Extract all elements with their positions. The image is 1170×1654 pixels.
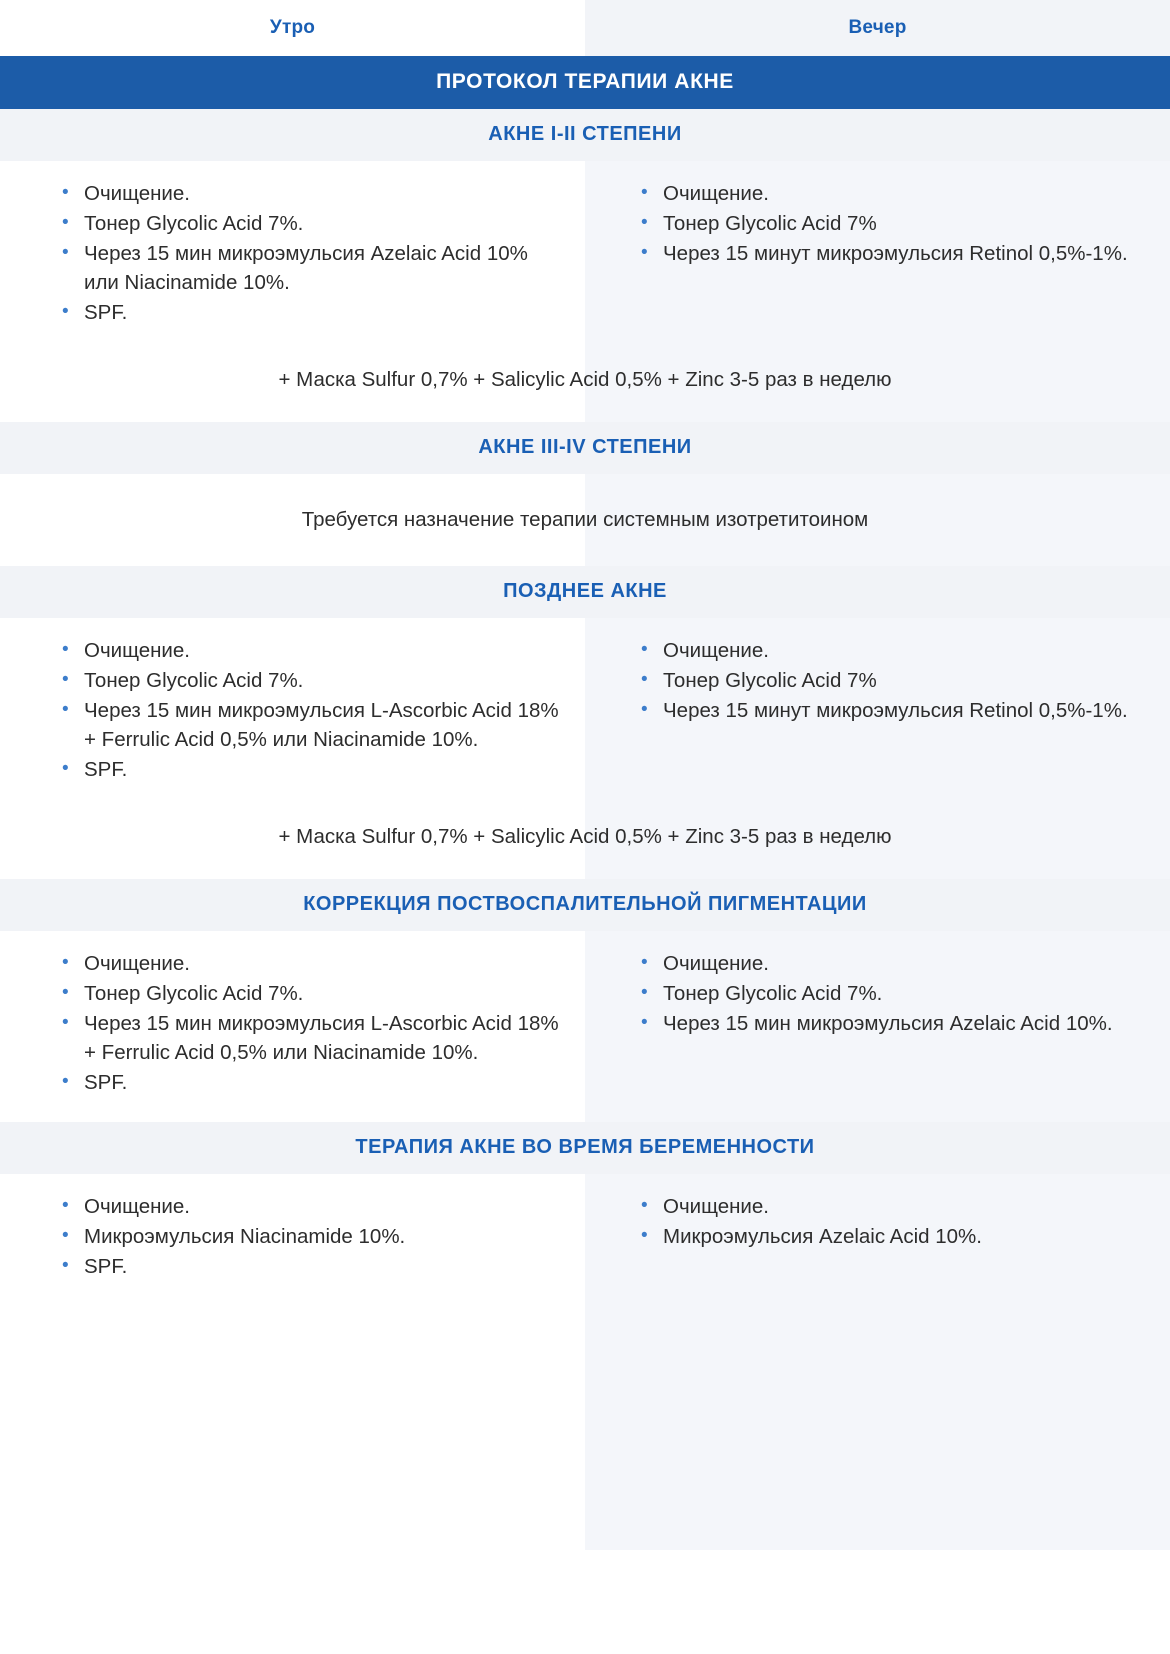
- section-body-late-acne: [0, 618, 1170, 795]
- page-title: ПРОТОКОЛ ТЕРАПИИ АКНЕ: [0, 56, 1170, 109]
- list-item: • Очищение.: [641, 179, 1144, 208]
- spacer-evening: [585, 1108, 1170, 1122]
- list-item: • Микроэмульсия Azelaic Acid 10%.: [641, 1222, 1144, 1251]
- list-item: • Тонер Glycolic Acid 7%.: [62, 209, 559, 238]
- list-item: • Очищение.: [62, 1192, 559, 1221]
- section-body-pregnancy: [0, 1174, 1170, 1300]
- morning-column-late-acne: [0, 618, 585, 795]
- list-item: • Через 15 минут микроэмульсия Retinol 0,5%-1%.: [641, 696, 1144, 725]
- morning-column-acne-1-2: [0, 161, 585, 338]
- list-item: • Через 15 мин микроэмульсия Azelaic Acid 10% или Niacinamide 10%.: [62, 239, 559, 297]
- footnote-band-late-acne: [0, 795, 1170, 879]
- morning-column-pregnancy: [0, 1174, 585, 1300]
- section-title-pregnancy: ТЕРАПИЯ АКНЕ ВО ВРЕМЯ БЕРЕМЕННОСТИ: [0, 1122, 1170, 1174]
- list-item: • Через 15 мин микроэмульсия L-Ascorbic Acid 18% + Ferrulic Acid 0,5% или Niacinamide 10%.: [62, 1009, 559, 1067]
- section-title-late-acne: ПОЗДНЕЕ АКНЕ: [0, 566, 1170, 618]
- column-header-morning: Утро: [0, 0, 585, 56]
- list-item: • Тонер Glycolic Acid 7%: [641, 666, 1144, 695]
- section-title-pigmentation: КОРРЕКЦИЯ ПОСТВОСПАЛИТЕЛЬНОЙ ПИГМЕНТАЦИИ: [0, 879, 1170, 931]
- evening-steps-list: [641, 636, 1144, 725]
- list-item: • Тонер Glycolic Acid 7%.: [62, 979, 559, 1008]
- list-item: • Тонер Glycolic Acid 7%.: [641, 979, 1144, 1008]
- morning-steps-list: [62, 636, 559, 784]
- section-title-acne-1-2: АКНЕ I-II СТЕПЕНИ: [0, 109, 1170, 161]
- morning-steps-list: [62, 179, 559, 327]
- evening-column-acne-1-2: [585, 161, 1170, 338]
- evening-steps-list: [641, 1192, 1144, 1251]
- list-item: • Тонер Glycolic Acid 7%: [641, 209, 1144, 238]
- list-item: • Очищение.: [62, 179, 559, 208]
- evening-steps-list: [641, 179, 1144, 268]
- list-item: • Очищение.: [641, 949, 1144, 978]
- list-item: • Микроэмульсия Niacinamide 10%.: [62, 1222, 559, 1251]
- spacer-morning: [0, 1108, 585, 1122]
- filler-evening: [585, 1300, 1170, 1550]
- section-body-pigmentation: [0, 931, 1170, 1108]
- spacer-after-pigmentation: [0, 1108, 1170, 1122]
- evening-column-late-acne: [585, 618, 1170, 795]
- morning-steps-list: [62, 949, 559, 1097]
- footnote-band-acne-1-2: [0, 338, 1170, 422]
- list-item: • Через 15 мин микроэмульсия L-Ascorbic Acid 18% + Ferrulic Acid 0,5% или Niacinamide 10%.: [62, 696, 559, 754]
- list-item: • Очищение.: [62, 636, 559, 665]
- list-item: • Очищение.: [641, 1192, 1144, 1221]
- evening-column-pregnancy: [585, 1174, 1170, 1300]
- list-item: • SPF.: [62, 755, 559, 784]
- footnote-text-acne-1-2: + Маска Sulfur 0,7% + Salicylic Acid 0,5% + Zinc 3-5 раз в неделю: [278, 368, 892, 391]
- column-header-row: [0, 0, 1170, 56]
- section-body-acne-3-4: [0, 474, 1170, 566]
- evening-column-pigmentation: [585, 931, 1170, 1108]
- column-header-evening: Вечер: [585, 0, 1170, 56]
- list-item: • Очищение.: [62, 949, 559, 978]
- bottom-filler: [0, 1300, 1170, 1550]
- list-item: • SPF.: [62, 1252, 559, 1281]
- filler-morning: [0, 1300, 585, 1550]
- footnote-text-late-acne: + Маска Sulfur 0,7% + Salicylic Acid 0,5% + Zinc 3-5 раз в неделю: [278, 825, 892, 848]
- list-item: • Тонер Glycolic Acid 7%.: [62, 666, 559, 695]
- morning-steps-list: [62, 1192, 559, 1281]
- section-title-acne-3-4: АКНЕ III-IV СТЕПЕНИ: [0, 422, 1170, 474]
- list-item: • Через 15 минут микроэмульсия Retinol 0,5%-1%.: [641, 239, 1144, 268]
- list-item: • SPF.: [62, 1068, 559, 1097]
- evening-steps-list: [641, 949, 1144, 1038]
- centered-note-acne-3-4: Требуется назначение терапии системным изотретитоином: [301, 508, 869, 531]
- section-body-acne-1-2: [0, 161, 1170, 338]
- list-item: • Очищение.: [641, 636, 1144, 665]
- list-item: • SPF.: [62, 298, 559, 327]
- morning-column-pigmentation: [0, 931, 585, 1108]
- list-item: • Через 15 мин микроэмульсия Azelaic Acid 10%.: [641, 1009, 1144, 1038]
